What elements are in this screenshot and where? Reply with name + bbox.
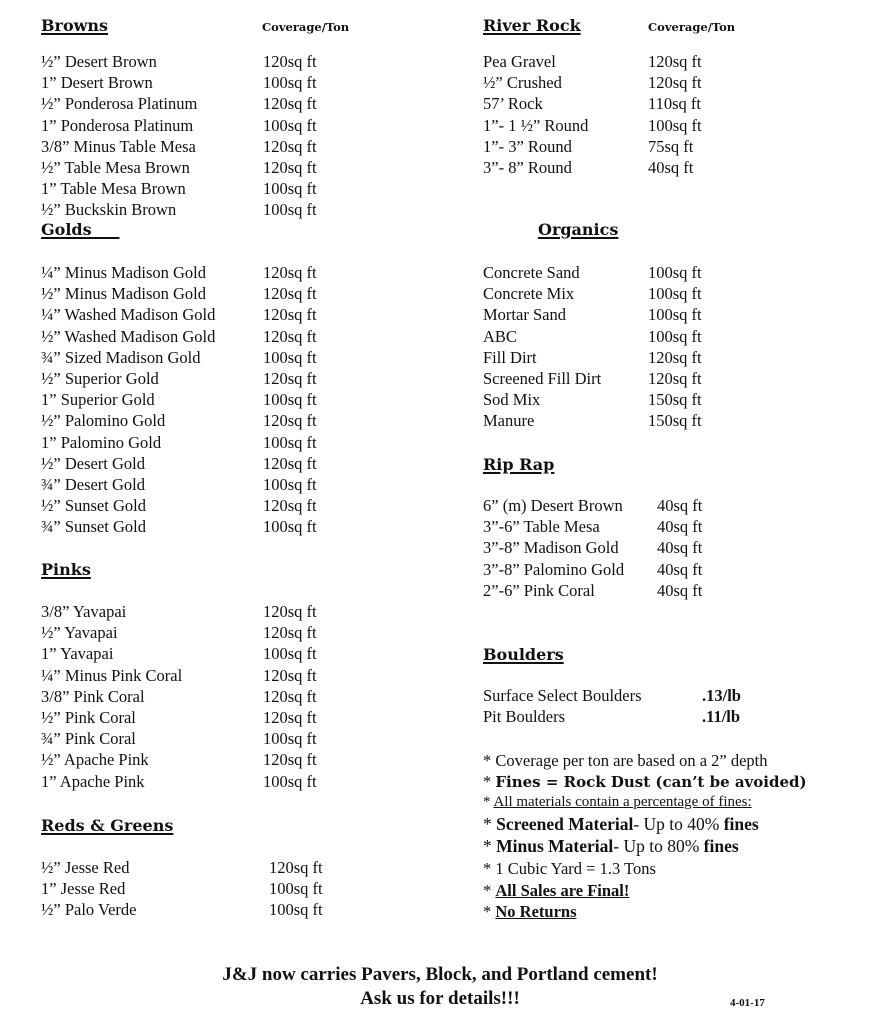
footer-date: 4-01-17 (730, 997, 765, 1009)
note-bullet: * (483, 836, 492, 856)
item-name: 1”- 3” Round (483, 136, 572, 156)
item-coverage: .11/lb (702, 707, 741, 727)
item-coverage: 40sq ft (648, 158, 694, 177)
note-cubic-yard (483, 858, 656, 879)
note-percentage (483, 792, 752, 813)
item-coverage: 100sq ft (648, 263, 702, 282)
item-name: 1”- 1 ½” Round (483, 115, 589, 135)
item-coverage: 100sq ft (263, 475, 317, 494)
item-name: 3”-8” Palomino Gold (483, 559, 625, 579)
note-minus-label: Minus Material (496, 836, 614, 856)
item-name: ½” Buckskin Brown (41, 200, 177, 220)
item-coverage: 75sq ft (648, 136, 694, 156)
boulders-heading: Boulders (483, 645, 564, 664)
note-bullet: * (483, 751, 492, 770)
item-coverage: 40sq ft (657, 538, 703, 558)
item-coverage: 120sq ft (648, 369, 702, 388)
item-coverage: 100sq ft (648, 284, 702, 304)
item-coverage: 100sq ft (648, 326, 702, 346)
item-name: ½” Desert Gold (41, 453, 146, 473)
item-coverage: 120sq ft (269, 858, 323, 877)
pinks-heading: Pinks (41, 560, 91, 579)
item-name: 57’ Rock (483, 94, 543, 114)
river-rock-heading: River Rock (483, 16, 581, 35)
item-name: 1” Table Mesa Brown (41, 179, 186, 199)
browns-coverage-header: Coverage/Ton (262, 20, 350, 34)
item-coverage: 100sq ft (648, 305, 702, 325)
item-coverage: 150sq ft (648, 390, 702, 410)
item-coverage: 120sq ft (263, 708, 317, 727)
item-name: ¾” Desert Gold (41, 475, 146, 494)
note-bullet: * (483, 814, 492, 834)
item-name: 1” Jesse Red (41, 879, 126, 899)
item-name: Pit Boulders (483, 707, 566, 727)
item-coverage: 120sq ft (263, 602, 317, 621)
item-coverage: 120sq ft (263, 750, 317, 770)
item-coverage: 120sq ft (263, 305, 317, 325)
item-coverage: 40sq ft (657, 559, 703, 579)
item-name: Fill Dirt (483, 347, 537, 367)
item-coverage: 100sq ft (269, 900, 323, 920)
item-name: Pea Gravel (483, 52, 556, 71)
item-name: Surface Select Boulders (483, 686, 642, 705)
item-name: 3/8” Minus Table Mesa (41, 136, 196, 156)
item-coverage: 110sq ft (648, 94, 702, 114)
item-name: ½” Sunset Gold (41, 496, 146, 516)
item-name: Mortar Sand (483, 305, 566, 325)
organics-heading: Organics (538, 220, 619, 239)
item-name: ½” Yavapai (41, 623, 118, 643)
note-no-returns (483, 901, 577, 922)
item-name: Manure (483, 411, 535, 431)
item-coverage: 120sq ft (263, 411, 317, 431)
item-name: ¼” Washed Madison Gold (41, 305, 216, 325)
item-coverage: 150sq ft (648, 411, 702, 431)
note-cubic-yard-text: 1 Cubic Yard = 1.3 Tons (495, 859, 656, 878)
item-name: Sod Mix (483, 390, 541, 410)
item-coverage: 120sq ft (263, 623, 317, 643)
item-coverage: 100sq ft (263, 179, 317, 199)
item-coverage: 40sq ft (657, 496, 703, 515)
item-coverage: 120sq ft (263, 284, 317, 304)
reds-greens-heading: Reds & Greens (41, 816, 174, 835)
item-name: ½” Minus Madison Gold (41, 284, 206, 304)
item-coverage: 120sq ft (648, 52, 702, 71)
item-name: Concrete Mix (483, 284, 575, 304)
item-coverage: 120sq ft (263, 158, 317, 177)
note-screened (483, 814, 759, 835)
item-name: ½” Table Mesa Brown (41, 158, 190, 177)
item-coverage: 120sq ft (263, 665, 317, 685)
item-name: 1” Apache Pink (41, 771, 145, 791)
note-bullet: * (483, 881, 492, 900)
river-rock-coverage-header: Coverage/Ton (648, 20, 736, 34)
item-name: 3”-6” Table Mesa (483, 517, 600, 537)
note-sales-final-text: All Sales are Final! (495, 881, 630, 900)
item-coverage: 40sq ft (657, 580, 703, 600)
item-name: ¾” Sunset Gold (41, 517, 146, 537)
item-name: 3”- 8” Round (483, 158, 572, 177)
note-sales-final (483, 880, 629, 901)
note-minus-fines: fines (703, 836, 739, 856)
note-bullet: * (483, 859, 492, 878)
note-bullet: * (483, 902, 492, 921)
item-coverage: 40sq ft (657, 517, 703, 537)
rip-rap-heading: Rip Rap (483, 455, 555, 474)
item-name: 2”-6” Pink Coral (483, 580, 595, 600)
item-coverage: 100sq ft (263, 115, 317, 135)
item-name: ¼” Minus Madison Gold (41, 263, 206, 282)
item-coverage: 100sq ft (263, 390, 317, 410)
item-name: Concrete Sand (483, 263, 580, 282)
item-coverage: 120sq ft (263, 263, 317, 282)
item-coverage: 120sq ft (263, 136, 317, 156)
item-coverage: 120sq ft (263, 686, 317, 706)
item-coverage: 120sq ft (263, 326, 317, 346)
golds-heading: Golds (41, 220, 120, 239)
note-coverage (483, 750, 768, 771)
footer-details: Ask us for details!!! (360, 988, 520, 1009)
item-coverage: 100sq ft (263, 644, 317, 664)
note-screened-text: - Up to 40% (633, 814, 724, 834)
item-coverage: 100sq ft (263, 347, 317, 367)
item-name: ½” Crushed (483, 73, 562, 93)
note-screened-label: Screened Material (496, 814, 634, 834)
note-fines-text: Fines = Rock Dust (can’t be avoided) (495, 773, 807, 791)
item-name: 3/8” Pink Coral (41, 686, 145, 706)
item-name: ½” Palo Verde (41, 900, 137, 920)
item-name: 1” Superior Gold (41, 390, 155, 410)
item-coverage: 120sq ft (263, 94, 317, 114)
item-name: ½” Desert Brown (41, 52, 157, 71)
item-coverage: .13/lb (702, 686, 741, 705)
item-coverage: 100sq ft (263, 517, 317, 537)
item-name: ½” Palomino Gold (41, 411, 166, 431)
item-name: ½” Pink Coral (41, 708, 136, 727)
item-name: ½” Jesse Red (41, 858, 130, 877)
note-no-returns-text: No Returns (495, 902, 577, 921)
item-coverage: 100sq ft (648, 115, 702, 135)
note-fines (483, 771, 807, 793)
item-name: ½” Ponderosa Platinum (41, 94, 198, 114)
note-bullet: * (483, 772, 492, 791)
note-screened-fines: fines (723, 814, 759, 834)
note-minus (483, 836, 739, 857)
item-name: ¾” Sized Madison Gold (41, 347, 201, 367)
item-coverage: 120sq ft (263, 369, 317, 388)
item-coverage: 120sq ft (648, 73, 702, 93)
item-name: ½” Washed Madison Gold (41, 326, 216, 346)
item-name: 6” (m) Desert Brown (483, 496, 623, 515)
item-coverage: 120sq ft (263, 496, 317, 516)
item-coverage: 100sq ft (263, 200, 317, 220)
item-name: 1” Ponderosa Platinum (41, 115, 194, 135)
note-bullet: * (483, 794, 491, 810)
footer-announcement: J&J now carries Pavers, Block, and Portland cement! (222, 964, 658, 985)
note-coverage-text: Coverage per ton are based on a 2” depth (495, 751, 768, 770)
item-name: ¾” Pink Coral (41, 729, 136, 749)
browns-heading: Browns (41, 16, 109, 35)
item-name: ¼” Minus Pink Coral (41, 665, 183, 685)
item-name: ABC (483, 326, 517, 346)
note-minus-text: - Up to 80% (613, 836, 704, 856)
item-name: 1” Yavapai (41, 644, 114, 664)
item-name: 3/8” Yavapai (41, 602, 127, 621)
item-coverage: 100sq ft (263, 432, 317, 452)
note-percentage-text: All materials contain a percentage of fines: (493, 794, 752, 810)
item-coverage: 120sq ft (263, 453, 317, 473)
item-coverage: 120sq ft (263, 52, 317, 71)
item-name: ½” Apache Pink (41, 750, 149, 770)
item-name: 3”-8” Madison Gold (483, 538, 619, 558)
item-coverage: 100sq ft (263, 771, 317, 791)
item-name: 1” Palomino Gold (41, 432, 162, 452)
item-name: ½” Superior Gold (41, 369, 159, 388)
item-name: Screened Fill Dirt (483, 369, 602, 388)
item-coverage: 100sq ft (269, 879, 323, 899)
item-coverage: 120sq ft (648, 347, 702, 367)
item-coverage: 100sq ft (263, 729, 317, 749)
item-coverage: 100sq ft (263, 73, 317, 93)
item-name: 1” Desert Brown (41, 73, 153, 93)
